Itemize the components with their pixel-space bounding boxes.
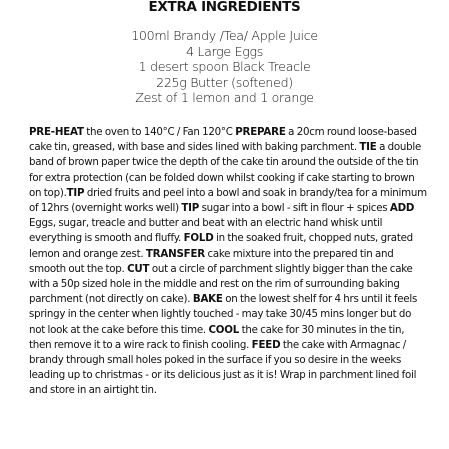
step-text: the cake for 30 minutes in the tin, then remove it to a wire rack to finish cooling.	[29, 323, 405, 351]
step-text: sugar into a bowl - sift in flour + spices	[199, 202, 390, 215]
step-keyword: CUT	[127, 262, 150, 275]
step-keyword: ADD	[389, 202, 415, 215]
step-keyword: TIP	[181, 202, 200, 215]
ingredient-item: 1 desert spoon Black Treacle	[138, 59, 311, 74]
step-keyword: PREPARE	[235, 126, 286, 138]
step-text: cake mixture into the prepared tin and smooth out the top.	[29, 247, 394, 275]
step-text: the oven to 140°C / Fan 120°C	[83, 126, 236, 138]
step-text: a double band of brown paper twice the depth of the cake tin around the outside of the tin for extra protection (can be folded down whilst cooking if cake starting to brown on top).	[29, 141, 422, 199]
step-keyword: COOL	[208, 323, 240, 336]
ingredient-item: Zest of 1 lemon and 1 orange	[135, 90, 314, 105]
step-text: in the soaked fruit, chopped nuts, grated lemon and orange zest.	[29, 232, 413, 260]
ingredient-list	[0, 28, 449, 106]
step-keyword: TRANSFER	[145, 247, 205, 260]
step-keyword: TIP	[66, 186, 85, 199]
step-keyword: TIE	[359, 141, 377, 154]
step-keyword: FOLD	[183, 232, 214, 245]
step-text: the cake with Armagnac / brandy through small holes poked in the surface if you so desire in the weeks leading up to christmas - or its delicious just as it is! Wrap in parchment lined foil and store in an airtight tin.	[29, 338, 417, 397]
step-keyword: FEED	[251, 338, 281, 351]
step-text: out a circle of parchment slightly bigger than the cake with a 50p sized hole in the middle and rest on the rim of surrounding baking parchment (not directly on cake).	[29, 262, 413, 306]
step-keyword: BAKE	[192, 293, 223, 306]
step-text: a 20cm round loose-based cake tin, greased, with base and sides lined with baking parchment.	[29, 126, 417, 154]
ingredient-item: 4 Large Eggs	[185, 43, 264, 59]
step-text: dried fruits and peel into a bowl and soak in brandy/tea for a minimum of 12hrs (overnight works well)	[29, 186, 427, 215]
ingredient-item: 100ml Brandy /Tea/ Apple Juice	[131, 28, 318, 43]
step-keyword: PRE-HEAT	[29, 126, 84, 138]
step-text: on the lowest shelf for 4 hrs until it feels springy in the center when lightly touched - may take 30/45 mins longer but do not look at the cake before this time.	[29, 293, 418, 336]
method-paragraph	[29, 125, 428, 399]
ingredient-item: 225g Butter (softened)	[156, 74, 293, 90]
section-heading: EXTRA INGREDIENTS	[148, 0, 301, 15]
step-text: Eggs, sugar, treacle and butter and beat with an electric hand whisk until everything is smooth and fluffy.	[29, 217, 383, 245]
